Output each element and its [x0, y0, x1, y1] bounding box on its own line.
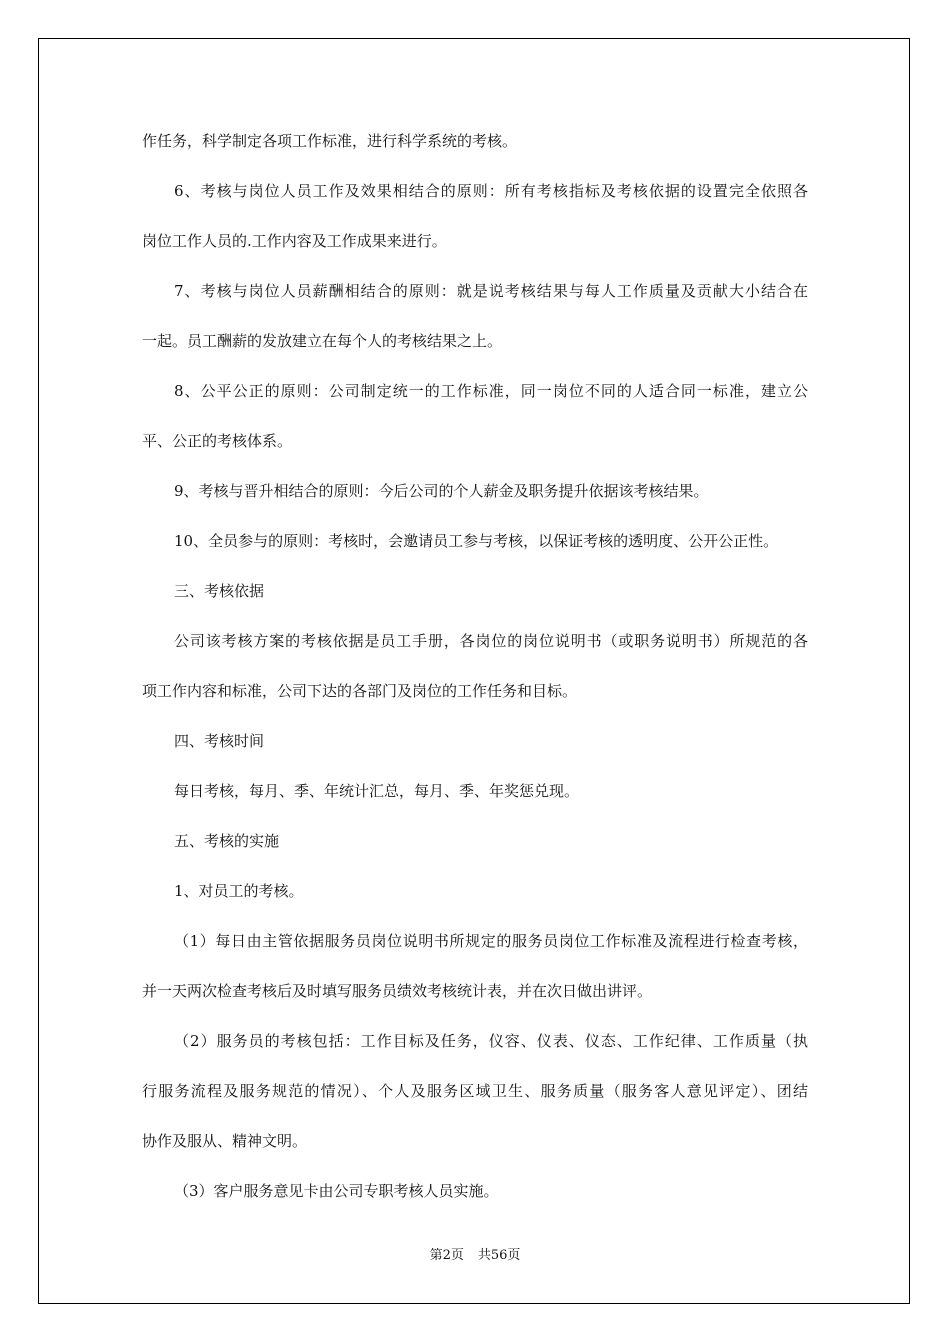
paragraph-line: 7、考核与岗位人员薪酬相结合的原则：就是说考核结果与每人工作质量及贡献大小结合在: [174, 282, 808, 300]
paragraph-line: （1）每日由主管依据服务员岗位说明书所规定的服务员岗位工作标准及流程进行检查考核，: [174, 932, 808, 950]
paragraph-line: （2）服务员的考核包括：工作目标及任务，仪容、仪表、仪态、工作纪律、工作质量（执: [174, 1032, 808, 1050]
paragraph-line: 项工作内容和标准，公司下达的各部门及岗位的工作任务和目标。: [142, 682, 578, 700]
paragraph-line: 岗位工作人员的.工作内容及工作成果来进行。: [142, 232, 447, 250]
paragraph-line: 6、考核与岗位人员工作及效果相结合的原则：所有考核指标及考核依据的设置完全依照各: [174, 182, 808, 200]
page-footer: [0, 1246, 950, 1266]
section-heading: 五、考核的实施: [174, 832, 280, 850]
paragraph-line: 协作及服从、精神文明。: [142, 1132, 308, 1150]
paragraph-line: 公司该考核方案的考核依据是员工手册，各岗位的岗位说明书（或职务说明书）所规范的各: [174, 632, 808, 650]
paragraph-line: 1、对员工的考核。: [174, 882, 304, 900]
section-heading: 三、考核依据: [174, 582, 265, 600]
section-heading: 四、考核时间: [174, 732, 265, 750]
paragraph-line: 9、考核与晋升相结合的原则：今后公司的个人薪金及职务提升依据该考核结果。: [174, 482, 709, 500]
document-body: [142, 121, 808, 1221]
paragraph-line: 行服务流程及服务规范的情况）、个人及服务区域卫生、服务质量（服务客人意见评定）、团结: [142, 1082, 808, 1100]
page-total: 共56页: [477, 1248, 521, 1263]
paragraph-line: 并一天两次检查考核后及时填写服务员绩效考核统计表，并在次日做出讲评。: [142, 982, 653, 1000]
paragraph-line: 10、全员参与的原则：考核时，会邀请员工参与考核，以保证考核的透明度、公开公正性。: [174, 532, 779, 550]
paragraph-line: 8、公平公正的原则：公司制定统一的工作标准，同一岗位不同的人适合同一标准，建立公: [174, 382, 808, 400]
paragraph-line: 平、公正的考核体系。: [142, 432, 293, 450]
paragraph-line: （3）客户服务意见卡由公司专职考核人员实施。: [174, 1182, 499, 1200]
page-number: 第2页: [429, 1248, 464, 1263]
paragraph-line: 每日考核，每月、季、年统计汇总，每月、季、年奖惩兑现。: [174, 782, 580, 800]
paragraph-line: 一起。员工酬薪的发放建立在每个人的考核结果之上。: [142, 332, 503, 350]
paragraph-line: 作任务，科学制定各项工作标准，进行科学系统的考核。: [142, 132, 518, 150]
